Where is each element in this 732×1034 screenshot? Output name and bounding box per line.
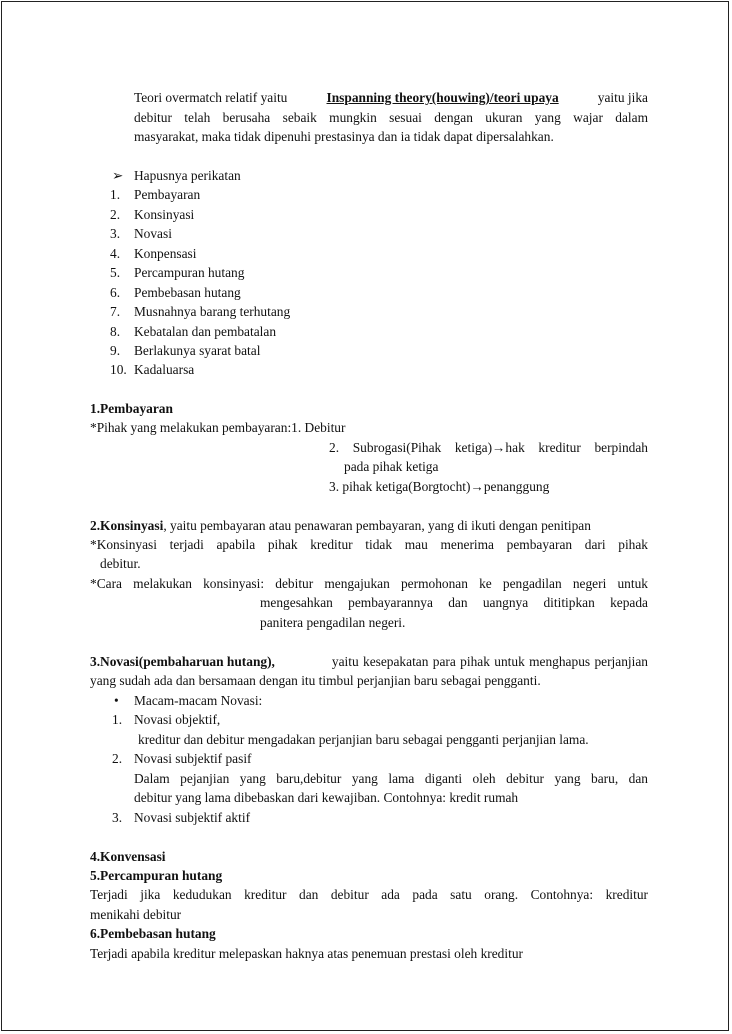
konsinyasi-note2-cont: mengesahkan pembayarannya dan uangnya dititipkan kepada bbox=[260, 595, 648, 610]
novasi-bullet: • bbox=[114, 693, 119, 708]
pembebasan-text: Terjadi apabila kreditur melepaskan haknya atas penemuan prestasi oleh kreditur bbox=[90, 946, 523, 961]
novasi-line-1 bbox=[90, 652, 648, 672]
list-number: 8. bbox=[110, 324, 121, 339]
novasi-macam: Macam-macam Novasi: bbox=[134, 693, 263, 708]
list-number: 9. bbox=[110, 343, 121, 358]
novasi-pasif-desc-cont: debitur yang lama dibebaskan dari kewajiban. Contohnya: kredit rumah bbox=[134, 790, 519, 805]
intro-rest: yaitu jika bbox=[597, 90, 648, 105]
list-number: 1. bbox=[110, 187, 121, 202]
list-item: Percampuran hutang bbox=[134, 265, 245, 280]
list-item: Musnahnya barang terhutang bbox=[134, 304, 291, 319]
list-number: 6. bbox=[110, 285, 121, 300]
list-item: Konpensasi bbox=[134, 246, 197, 261]
pembayaran-heading: 1.Pembayaran bbox=[90, 401, 173, 416]
list-number: 4. bbox=[110, 246, 121, 261]
list-item: Konsinyasi bbox=[134, 207, 195, 222]
pembayaran-item2-cont: pada pihak ketiga bbox=[344, 459, 439, 474]
konsinyasi-def: , yaitu pembayaran atau penawaran pembayaran, yang di ikuti dengan penitipan bbox=[163, 518, 591, 533]
novasi-def: yaitu kesepakatan para pihak untuk menghapus perjanjian bbox=[331, 654, 648, 669]
list-item: Novasi bbox=[134, 226, 172, 241]
list-number: 3. bbox=[112, 810, 123, 825]
intro-line-1 bbox=[134, 88, 648, 108]
pembayaran-item2: 2. Subrogasi(Pihak ketiga)→hak kreditur berpindah bbox=[329, 440, 648, 455]
percampuran-text: Terjadi jika kedudukan kreditur dan debitur ada pada satu orang. Contohnya: kreditur bbox=[90, 887, 648, 902]
list-item: Kebatalan dan pembatalan bbox=[134, 324, 277, 339]
pembebasan-heading: 6.Pembebasan hutang bbox=[90, 926, 216, 941]
hapusnya-bullet: ➢ bbox=[112, 168, 124, 183]
list-number: 3. bbox=[110, 226, 121, 241]
konsinyasi-note2: *Cara melakukan konsinyasi: debitur mengajukan permohonan ke pengadilan negeri untuk bbox=[90, 576, 648, 591]
intro-lead: Teori overmatch relatif yaitu bbox=[134, 90, 288, 105]
list-item: Pembayaran bbox=[134, 187, 201, 202]
konsinyasi-note1: *Konsinyasi terjadi apabila pihak kreditur tidak mau menerima pembayaran dari pihak bbox=[90, 537, 648, 552]
list-number: 1. bbox=[112, 712, 123, 727]
novasi-objektif-desc: kreditur dan debitur mengadakan perjanjian baru sebagai pengganti perjanjian lama. bbox=[138, 732, 589, 747]
hapusnya-heading: Hapusnya perikatan bbox=[134, 168, 241, 183]
list-item: Novasi subjektif aktif bbox=[134, 810, 251, 825]
list-number: 7. bbox=[110, 304, 121, 319]
percampuran-heading: 5.Percampuran hutang bbox=[90, 868, 223, 883]
list-item: Berlakunya syarat batal bbox=[134, 343, 261, 358]
list-item: Novasi objektif, bbox=[134, 712, 221, 727]
pembayaran-item3: 3. pihak ketiga(Borgtocht)→penanggung bbox=[329, 479, 550, 494]
list-number: 10. bbox=[110, 362, 127, 377]
konsinyasi-heading: 2.Konsinyasi bbox=[90, 518, 164, 533]
percampuran-text-cont: menikahi debitur bbox=[90, 907, 182, 922]
list-item: Kadaluarsa bbox=[134, 362, 195, 377]
list-number: 2. bbox=[112, 751, 123, 766]
list-item: Novasi subjektif pasif bbox=[134, 751, 252, 766]
intro-line-3: masyarakat, maka tidak dipenuhi prestasinya dan ia tidak dapat dipersalahkan. bbox=[134, 129, 554, 144]
konsinyasi-note1-cont: debitur. bbox=[100, 556, 141, 571]
konvensasi-heading: 4.Konvensasi bbox=[90, 849, 166, 864]
list-number: 5. bbox=[110, 265, 121, 280]
novasi-heading: 3.Novasi(pembaharuan hutang), bbox=[90, 654, 275, 669]
list-number: 2. bbox=[110, 207, 121, 222]
novasi-pasif-desc: Dalam pejanjian yang baru,debitur yang lama diganti oleh debitur yang baru, dan bbox=[134, 771, 648, 786]
pembayaran-pihak: *Pihak yang melakukan pembayaran:1. Debitur bbox=[90, 420, 346, 435]
intro-term: Inspanning theory(houwing)/teori upaya bbox=[326, 90, 559, 105]
list-item: Pembebasan hutang bbox=[134, 285, 241, 300]
intro-line-2: debitur telah berusaha sebaik mungkin sesuai dengan ukuran yang wajar dalam bbox=[134, 110, 648, 125]
novasi-def-cont: yang sudah ada dan bersamaan dengan itu timbul perjanjian baru sebagai pengganti. bbox=[90, 673, 541, 688]
konsinyasi-note2-end: panitera pengadilan negeri. bbox=[260, 615, 406, 630]
konsinyasi-line bbox=[90, 516, 591, 536]
